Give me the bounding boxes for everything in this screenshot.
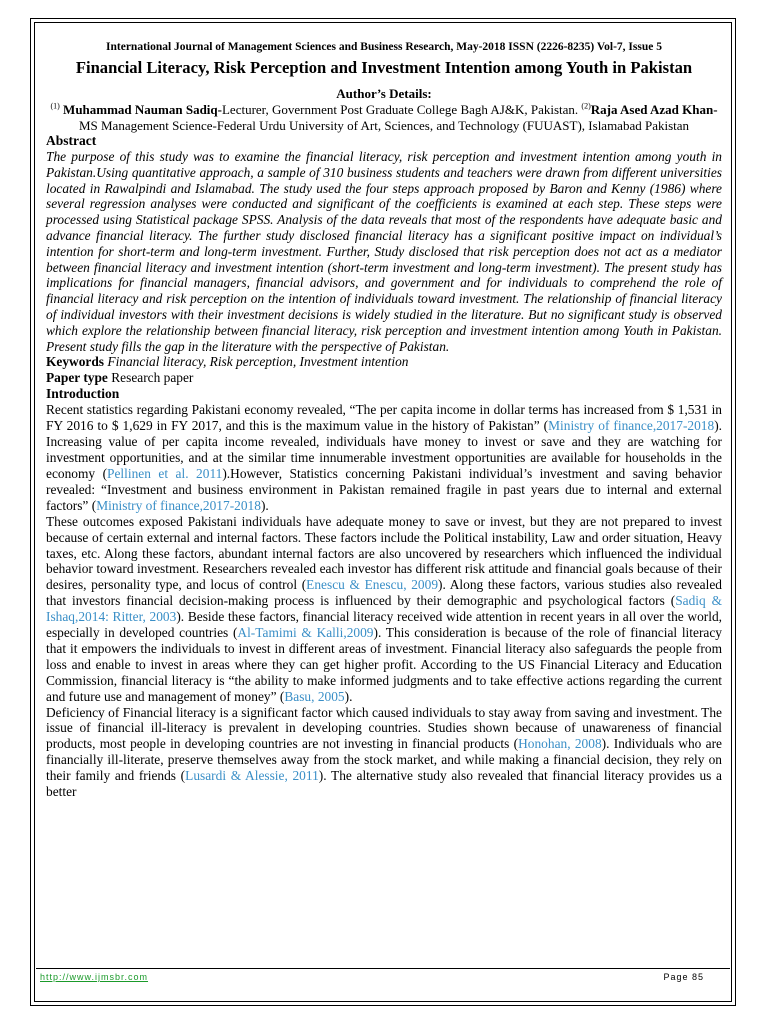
p2-text-e: ). <box>344 688 353 704</box>
author2-marker: (2) <box>581 101 591 111</box>
p1-text-d: ). <box>260 497 269 513</box>
author1-affiliation: Lecturer, Government Post Graduate College Bagh AJ&K, Pakistan. <box>221 102 579 117</box>
p1-text-a: Recent statistics regarding Pakistani economy revealed, “The per capita income in dollar terms has increased from $ 1,531 in FY 2016 to $ 1,629 in FY 2017, and this is the maximum value in the history of Pakistan” ( <box>46 402 722 434</box>
p2-text-c: ). Beside these factors, financial literacy received wide attention in recent years in all over the world, especially in developed countries ( <box>46 609 722 641</box>
author1-name: Muhammad Nauman Sadiq- <box>63 102 222 117</box>
journal-header: International Journal of Management Sciences and Business Research, May-2018 ISSN (2226-8235) Vol-7, Issue 5 <box>106 41 662 53</box>
intro-paragraph-2 <box>46 514 722 705</box>
authors-heading: Author’s Details: <box>336 86 432 101</box>
intro-paragraph-3 <box>46 705 722 800</box>
author1-marker: (1) <box>50 101 60 111</box>
p2-text-d: ). This consideration is because of the role of financial literacy that it empowers the individuals to invest in different areas of investment. Financial literacy also safeguards the people from loss and enable to invest in areas where they can get higher profit. According to the US Financial Literacy and Education Commission, financial literacy is “the ability to make informed judgments and to take effective actions regarding the current and future use and management of money” ( <box>46 625 722 704</box>
p2-text-a: These outcomes exposed Pakistani individuals have adequate money to save or invest, but they are not prepared to invest because of certain external and internal factors. These factors include the Political instability, Law and order situation, Heavy taxes, etc. Along these factors, abundant internal factors are also uncovered by researchers which influenced the individual behavior toward investment. Researchers revealed each investor has different risk attitude and financial goals because of their desires, personality type, and locus of control ( <box>46 513 722 593</box>
author2-name: Raja Ased Azad Khan- <box>590 102 718 117</box>
p2-text-b: ). Along these factors, various studies also revealed that investors financial decision-making process is influenced by their demographic and psychological factors ( <box>46 577 722 609</box>
citation-link[interactable]: Honohan, 2008 <box>518 736 602 752</box>
citation-link[interactable]: Al-Tamimi & Kalli,2009 <box>237 625 374 641</box>
citation-link[interactable]: Ministry of finance,2017-2018 <box>96 497 261 513</box>
paper-type-line <box>46 370 722 386</box>
citation-link[interactable]: Pellinen et al. 2011 <box>107 465 223 481</box>
p3-text-a: Deficiency of Financial literacy is a significant factor which caused individuals to stay away from saving and investment. The issue of financial ill-literacy is prevalent in developing countries. Studies shown because of unawareness of financial products, most people in developing countries are not investing in financial products ( <box>46 704 722 752</box>
author2-affiliation: MS Management Science-Federal Urdu University of Art, Sciences, and Technology (FUUAST), Islamabad Pakistan <box>78 117 690 133</box>
citation-link[interactable]: Sadiq & Ishaq,2014: Ritter, 2003 <box>46 593 722 625</box>
paper-type-value: Research paper <box>111 370 194 386</box>
authors-details <box>46 102 722 133</box>
citation-link[interactable]: Ministry of finance,2017-2018 <box>548 418 715 434</box>
p1-text-b: ). Increasing value of per capita income revealed, individuals have money to invest or save and they are watching for investment opportunities, and at the similar time innumerable investment opportunities are available for households in the economy ( <box>46 418 723 481</box>
introduction-heading: Introduction <box>46 386 120 402</box>
keywords-label: Keywords <box>46 354 105 370</box>
paper-page <box>46 40 722 800</box>
abstract-text: The purpose of this study was to examine the financial literacy, risk perception and investment intention among youth in Pakistan.Using quantitative approach, a sample of 310 business students and teachers were drawn from different universities located in Rawalpindi and Islamabad. The study used the four steps approach proposed by Baron and Kenny (1986) where several regression analyses were conducted and significant of the coefficients is examined at each step. These steps were processed using Statistical package SPSS. Analysis of the data reveals that most of the respondents have adequate basic and advance financial literacy. The further study disclosed financial literacy has a significant positive impact on individual’s intention for short-term and long-term investment. Further, Study disclosed that risk perception does not act as a mediator between financial literacy and investment intention (short-term investment and long-term investment). The present study has implications for financial managers, financial advisors, and government and for individuals to comprehend the role of financial literacy and risk perception on the intention of individuals toward investment. The relationship of financial literacy of individual investors with their investment decisions is widely studied in the literature. But no significant study is observed which explore the relationship between financial literacy, risk perception and investment intention among Youth in Pakistan. Present study fills the gap in the literature with the perspective of Pakistan. <box>46 149 722 354</box>
paper-title: Financial Literacy, Risk Perception and Investment Intention among Youth in Pakistan <box>75 58 693 77</box>
keywords-value: Financial literacy, Risk perception, Investment intention <box>107 354 409 370</box>
footer-url-link[interactable]: http://www.ijmsbr.com <box>40 972 149 982</box>
p3-text-b: ). Individuals who are financially ill-literate, preserve themselves away from the stock market, and while making a financial decision, they rely on their family and friends ( <box>46 736 722 784</box>
citation-link[interactable]: Enescu & Enescu, 2009 <box>306 577 439 593</box>
intro-paragraph-1 <box>46 402 722 513</box>
p1-text-c: ).However, Statistics concerning Pakistani individual’s investment and saving behavior revealed: “Investment and business environment in Pakistan remained fragile in past years due to internal and external factors” ( <box>46 465 723 513</box>
page-number: Page 85 <box>663 972 704 982</box>
paper-type-label: Paper type <box>46 370 108 386</box>
footer-rule <box>36 968 730 970</box>
citation-link[interactable]: Lusardi & Alessie, 2011 <box>185 768 319 784</box>
keywords-line <box>46 354 722 370</box>
abstract-heading: Abstract <box>46 133 97 148</box>
citation-link[interactable]: Basu, 2005 <box>284 688 345 704</box>
p3-text-c: ). The alternative study also revealed that financial literacy provides us a better <box>46 768 722 800</box>
